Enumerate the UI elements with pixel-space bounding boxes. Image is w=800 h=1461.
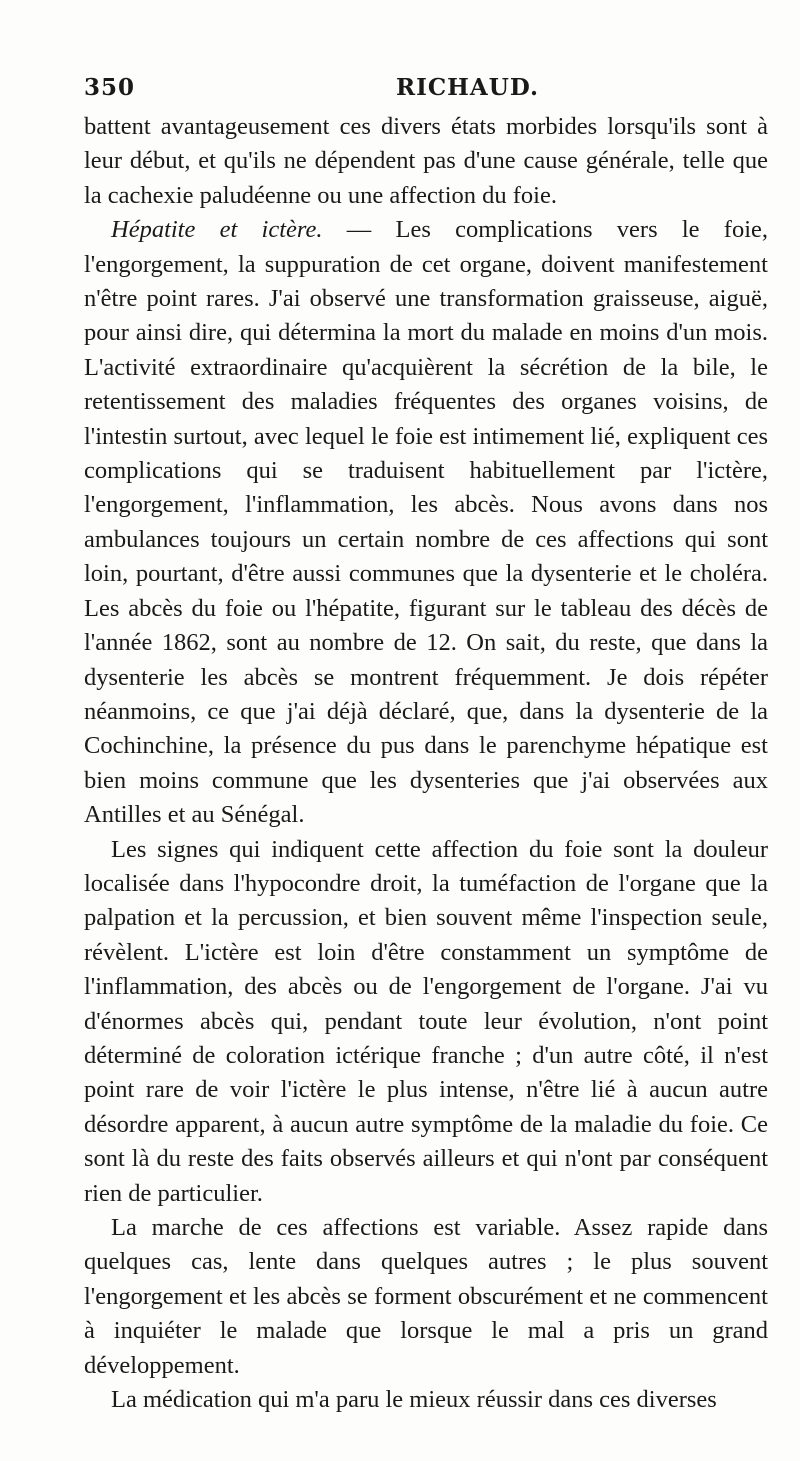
page-header xyxy=(84,74,784,106)
paragraph: La marche de ces affections est variable. Assez rapide dans quelques cas, lente dans quelques autres ; le plus souvent l'engorgement et les abcès se forment obscurément et ne commencent à inquiéter le malade que lorsque le mal a pris un grand développement. xyxy=(84,1214,768,1379)
paragraph-text: — Les complications vers le foie, l'engorgement, la suppuration de cet organe, doivent manifestement n'être point rares. J'ai observé une transformation graisseuse, aiguë, pour ainsi dire, qui détermina la mort du malade en moins d'un mois. L'activité extraordinaire qu'acquièrent la sécrétion de la bile, le retentissement des maladies fréquentes des organes voisins, de l'intestin surtout, avec lequel le foie est intimement lié, expliquent ces complications qui se traduisent habituellement par l'ictère, l'engorgement, l'inflammation, les abcès. Nous avons dans nos ambulances toujours un certain nombre de ces affections qui sont loin, pourtant, d'être aussi communes que la dysenterie et le choléra. Les abcès du foie ou l'hépatite, figurant sur le tableau des décès de l'année 1862, sont au nombre de 12. On sait, du reste, que dans la dysenterie les abcès se montrent fréquemment. Je dois répéter néanmoins, ce que j'ai déjà déclaré, que, dans la dysenterie de la Cochinchine, la présence du pus dans le parenchyme hépatique est bien moins commune que les dysenteries que j'ai observées aux Antilles et au Sénégal. xyxy=(84,216,768,829)
section-lead-in: Hépatite et ictère. xyxy=(111,216,323,244)
paragraph: battent avantageusement ces divers états morbides lorsqu'ils sont à leur début, et qu'ils ne dépendent pas d'une cause générale, telle que la cachexie paludéenne ou une affection du foie. xyxy=(84,113,768,209)
paragraph xyxy=(84,213,768,832)
body-text xyxy=(84,110,768,1417)
page-number: 350 xyxy=(84,74,136,101)
running-head: RICHAUD. xyxy=(396,74,539,101)
paragraph: La médication qui m'a paru le mieux réussir dans ces diverses xyxy=(111,1386,717,1414)
paragraph: Les signes qui indiquent cette affection du foie sont la douleur localisée dans l'hypocondre droit, la tuméfaction de l'organe que la palpation et la percussion, et bien souvent même l'inspection seule, révèlent. L'ictère est loin d'être constamment un symptôme de l'inflammation, des abcès ou de l'engorgement de l'organe. J'ai vu d'énormes abcès qui, pendant toute leur évolution, n'ont point déterminé de coloration ictérique franche ; d'un autre côté, il n'est point rare de voir l'ictère le plus intense, n'être lié à aucun autre désordre apparent, à aucun autre symptôme de la maladie du foie. Ce sont là du reste des faits observés ailleurs et qui n'ont par conséquent rien de particulier. xyxy=(84,835,768,1207)
